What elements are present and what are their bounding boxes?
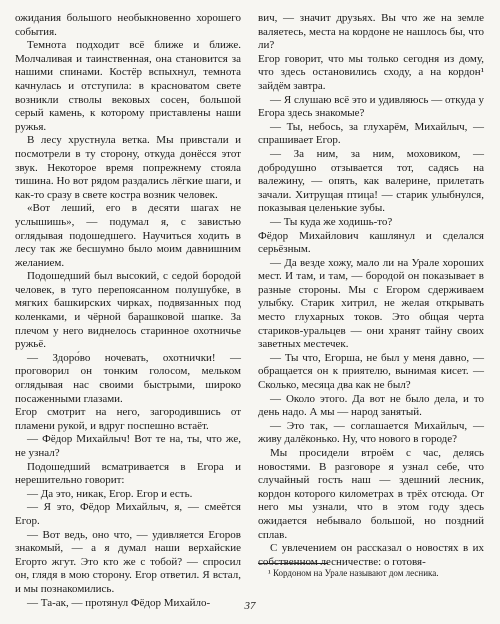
- paragraph: — Я это, Фёдор Михайлыч, я, — смеётся Егор.: [15, 501, 241, 527]
- page-number: 37: [244, 600, 256, 612]
- paragraph: — Фёдор Михайлыч! Вот те на, ты, что же, не узнал?: [15, 433, 241, 459]
- paragraph: — Здоро́во ночевать, охотнички! — проговорил он тонким голосом, мельком оглядывая нас своими быстрыми, широко посаженными глазами.: [15, 351, 241, 405]
- paragraph: — За ним, за ним, моховиком, — добродушно отзывается тот, садясь на валежину, — опять, как валерине, прилетать зачали. Хитрущая птица! — старик улыбнулся, показывая целенькие зубы.: [258, 147, 484, 215]
- left-column: [15, 12, 241, 610]
- paragraph: Егор говорит, что мы только сегодня из дому, что здесь остановились сходу, а на кордон¹ зайдём завтра.: [258, 52, 484, 92]
- paragraph: В лесу хрустнула ветка. Мы привстали и посмотрели в ту сторону, откуда донёсся этот звук. Некоторое время попрежнему стояла тишина. Но вот рядом раздались лёгкие шаги, и как-то сразу в свете костра возник человек.: [15, 134, 241, 201]
- paragraph: — Вот ведь, оно что, — удивляется Егоров знакомый, — а я думал наши верхайские Егорто жгут. Это кто же с тобой? — спросил он, глядя в мою сторону. Егор ответил. Я встал, и мы познакомились.: [15, 528, 241, 595]
- paragraph: Подошедший был высокий, с седой бородой человек, в туго перепоясанном полушубке, в мягких башкирских чирках, подвязанных под коленками, и чёрной барашковой шапке. За плечом у него виднелось старинное охотничье ружьё.: [15, 270, 241, 351]
- paragraph: С увлечением он рассказал о новостях в их собственном лесничестве: о готовя-: [258, 542, 484, 568]
- paragraph: — Ты что, Егорша, не был у меня давно, — обращается он к приятелю, вынимая кисет. — Сколько, месяца два как не был?: [258, 351, 484, 392]
- footnote: ¹ Кордоном на Урале называют дом лесника.: [268, 568, 439, 578]
- paragraph: Фёдор Михайлович кашлянул и сделался серьёзным.: [258, 229, 484, 256]
- paragraph: Темнота подходит всё ближе и ближе. Молчаливая и таинственная, она становится за нашими спинами. Костёр вспыхнул, темнота качнулась и отступила: в красноватом свете возникли стволы вековых сосен, большой серый камень, к которому приставлены наши ружья.: [15, 39, 241, 133]
- paragraph: — Да везде хожу, мало ли на Урале хороших мест. И там, и там, — бородой он показывает в разные стороны. Мы с Егором сдерживаем улыбку. Старик хитрил, не желая открывать место глухарных токов. Это общая черта стариков-уральцев — они хранят тайну своих заветных местечек.: [258, 256, 484, 351]
- paragraph: вич, — значит друзьях. Вы что же на земле валяетесь, места на кордоне не нашлось бы, что ли?: [258, 12, 484, 52]
- paragraph: Мы просидели втроём с час, делясь новостями. В разговоре я узнал себе, что случайный гость наш — здешний лесник, кордон которого километрах в трёх отсюда. От него мы узнали, что в этом году здесь ожидается небывало большой, но поздний сплав.: [258, 447, 484, 541]
- right-column: [258, 12, 484, 569]
- paragraph: — Ты куда же ходишь-то?: [270, 215, 393, 228]
- paragraph: — Около этого. Да вот не было дела, и то день надо. А мы — народ занятый.: [258, 392, 484, 419]
- paragraph: — Я слушаю всё это и удивляюсь — откуда у Егора здесь знакомые?: [258, 93, 484, 120]
- paragraph: Подошедший всматривается в Егора и нерешительно говорит:: [15, 460, 241, 487]
- paragraph: ожидания большого необыкновенно хорошего события.: [15, 12, 241, 38]
- paragraph: Егор смотрит на него, загородившись от пламени рукой, и вдруг поспешно встаёт.: [15, 406, 241, 432]
- paragraph: — Да это, никак, Егор. Егор и есть.: [27, 487, 193, 500]
- paragraph: — Это так, — соглашается Михайлыч, — живу далёконько. Ну, что нового в городе?: [258, 419, 484, 446]
- footnote-rule: [258, 563, 328, 564]
- paragraph: «Вот леший, его в десяти шагах не услышишь», — подумал я, с завистью оглядывая подошедшего. Научиться ходить в лесу так же бесшумно было моим давнишним желанием.: [15, 202, 241, 269]
- paragraph: — Ты, небось, за глухарём, Михайлыч, — спрашивает Егор.: [258, 120, 484, 147]
- paragraph: — Та-ак, — протянул Фёдор Михайло-: [27, 596, 211, 609]
